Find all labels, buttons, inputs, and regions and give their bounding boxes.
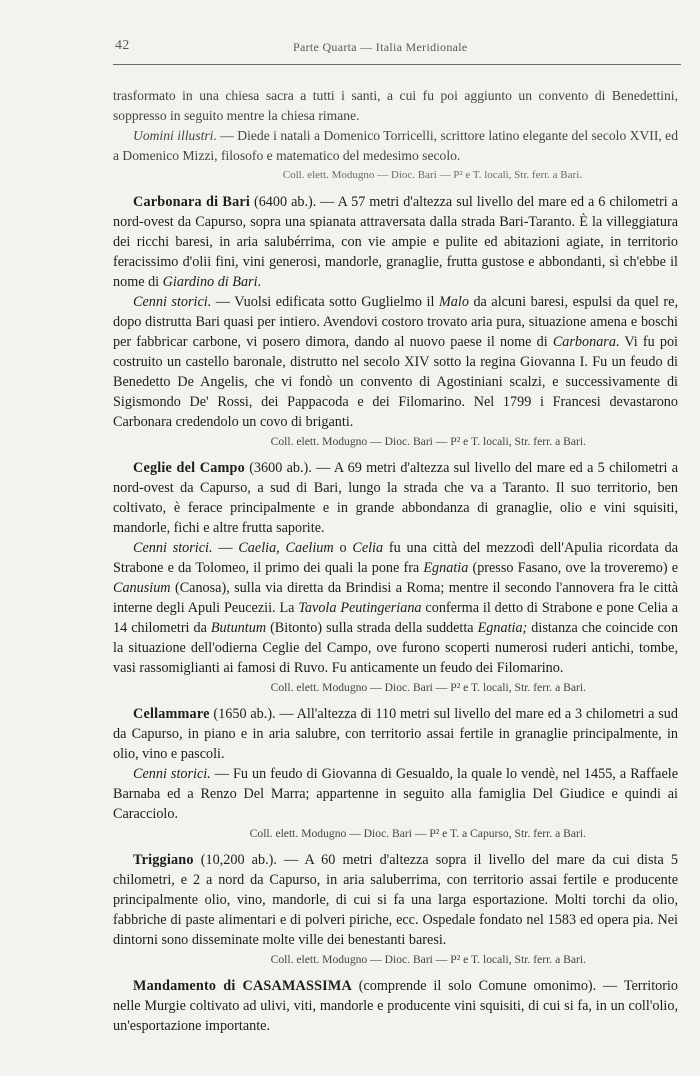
section-footer-note: Coll. elett. Modugno — Dioc. Bari — P² e T. locali, Str. ferr. a Bari. (282, 169, 582, 181)
section-casamassima (113, 976, 678, 1036)
italic-text: Cenni storici. (133, 294, 212, 310)
text-segment: (6400 ab.). — A 57 metri d'altezza sul livello del mare ed a 6 chilometri a nord-ovest da Capurso, sopra una spianata attraversata dalla strada Bari-Taranto. È la villeggiatura dei ricchi baresi, in aria salubérrima, con vie ampie e pulite ed abitazioni agiate, in territorio feracissimo d'olii fini, vini generosi, mandorle, granaglie, frutta gustose e abbondanti, sì ch'ebbe il nome di (113, 194, 678, 290)
header-rule (113, 64, 681, 65)
text-segment: (Bitonto) sulla strada della suddetta (266, 620, 478, 636)
entry-paragraph (113, 850, 678, 950)
entry-title: Ceglie del Campo (133, 460, 245, 476)
text-segment: fu una città del mezzodì dell'Apulia ricordata da Strabone e da Tolomeo, il primo dei quali la pone fra (113, 540, 679, 576)
italic-text: Canusium (113, 580, 171, 596)
text-segment: (Canosa), sulla via diretta da Brindisi a Roma; mentre il secondo l'annovera fra le città interne degli Apuli Peucezii. La (113, 580, 678, 616)
text-segment: distanza che coincide con la situazione dell'odierna Ceglie del Campo, ove furono scoperti numerosi ruderi antichi, tombe, vasi rassomiglianti ai famosi di Ruvo. Fu anticamente un feudo dei Filomarino. (113, 620, 678, 676)
text-segment: conferma il detto di Strabone e pone Celia a 14 chilometri da (113, 600, 678, 636)
entry-title: Triggiano (133, 852, 194, 868)
text-segment: (10,200 ab.). — A 60 metri d'altezza sopra il livello del mare da cui dista 5 chilometri, e 2 a nord da Capurso, in aria saluberrima, con territorio assai fertile e producente principalmente olio, vino, mandorle, di cui si fa una larga esportazione. Molti torchi da olio, fabbriche di paste alimentari e di polveri piriche, ecc. Ospedale fondato nel 1583 ed opera pia. Nei dintorni sono disseminate molte ville dei benestanti baresi. (113, 852, 678, 948)
text-segment: trasformato in una chiesa sacra a tutti i santi, a cui fu poi aggiunto un convento di Benedettini, soppresso in seguito mentre la chiesa rimane. (113, 88, 678, 123)
text-segment: — Fu un feudo di Giovanna di Gesualdo, la quale lo vendè, nel 1455, a Raffaele Barnaba ed a Renzo Del Marra; appartenne in seguito alla famiglia Del Giudice e quindi ai Caracciolo. (113, 766, 678, 822)
entry-title: Cellammare (133, 706, 210, 722)
italic-text: Uomini illustri. (133, 128, 217, 143)
text-segment: — Diede i natali a Domenico Torricelli, scrittore latino elegante del secolo XVII, ed a Domenico Mizzi, filosofo e matematico del medesimo secolo. (113, 128, 679, 163)
text-segment: o (333, 540, 353, 556)
section-ceglie (113, 458, 678, 696)
text-segment: — (212, 540, 239, 556)
italic-text: Carbonara (552, 334, 616, 350)
italic-text: Butuntum (210, 620, 267, 636)
entry-paragraph (113, 86, 678, 126)
running-title: Parte Quarta — Italia Meridionale (293, 40, 468, 54)
entry-paragraph (113, 458, 678, 538)
italic-text: Tavola Peutingeriana (298, 600, 422, 616)
section-triggiano (113, 850, 678, 968)
text-segment: da alcuni baresi, espulsi da quel re, dopo distrutta Bari quasi per intiero. Avendovi costoro trovato aria pura, situazione amena e boschi per fabbricar carbone, vi posero dimora, dando al nuovo paese il nome di (113, 294, 678, 350)
page-header (115, 38, 680, 58)
text-segment: (1650 ab.). — All'altezza di 110 metri sul livello del mare ed a 3 chilometri a sud da Capurso, in piano e in aria salubre, con territorio assai fertile in granaglie principalmente, in olio, vino e pascoli. (113, 706, 678, 762)
text-segment: — Vuolsi edificata sotto Guglielmo il (211, 294, 439, 310)
text-segment: . Vi fu poi costruito un castello baronale, distrutto nel secolo XIV sotto la regina Giovanna I. Fu un feudo di Benedetto De Angelis, che vi fondò un convento di Agostiniani scalzi, e successivamente di Sigismondo De' Rossi, dei Pappacoda e dei Filomarino. Nel 1799 i Francesi devastarono Carbonara credendolo un covo di briganti. (113, 334, 678, 430)
italic-text: Malo (438, 294, 469, 310)
entry-paragraph (113, 704, 678, 764)
entry-paragraph (113, 976, 678, 1036)
section-footer-note: Coll. elett. Modugno — Dioc. Bari — P² e T. locali, Str. ferr. a Bari. (270, 681, 586, 694)
page-number: 42 (115, 38, 130, 53)
italic-text: Egnatia; (477, 620, 528, 636)
history-paragraph (113, 764, 678, 824)
history-paragraph (113, 538, 678, 678)
entry-title: Mandamento di CASAMASSIMA (133, 978, 352, 994)
section-footer-note: Coll. elett. Modugno — Dioc. Bari — P² e T. a Capurso, Str. ferr. a Bari. (249, 827, 586, 840)
italic-text: Giardino di Bari (162, 274, 258, 290)
text-segment: (comprende il solo Comune omonimo). — Territorio nelle Murgie coltivato ad ulivi, viti, mandorle e producente vini squisiti, di cui si fa, in un coll'olio, un'esportazione importante. (113, 978, 678, 1034)
entry-title: Carbonara di Bari (133, 194, 250, 210)
italic-text: Egnatia (423, 560, 469, 576)
text-segment: (presso Fasano, ove la troveremo) e (468, 560, 678, 576)
italic-text: Caelia, Caelium (238, 540, 334, 556)
section-footer-note: Coll. elett. Modugno — Dioc. Bari — P² e T. locali, Str. ferr. a Bari. (270, 435, 586, 448)
history-paragraph (113, 126, 678, 166)
text-segment: . (257, 274, 262, 290)
section-intro (113, 86, 678, 184)
entry-paragraph (113, 192, 678, 292)
section-footer-note: Coll. elett. Modugno — Dioc. Bari — P² e T. locali, Str. ferr. a Bari. (270, 953, 586, 966)
italic-text: Celia (352, 540, 384, 556)
section-cellammare (113, 704, 678, 842)
section-carbonara (113, 192, 678, 450)
italic-text: Cenni storici. (133, 766, 211, 782)
document-body (113, 86, 678, 1036)
italic-text: Cenni storici. (133, 540, 213, 556)
history-paragraph (113, 292, 678, 432)
text-segment: (3600 ab.). — A 69 metri d'altezza sul livello del mare ed a 5 chilometri a nord-ovest da Capurso, a sud di Bari, lungo la strada che va a Taranto. Il suo territorio, ben coltivato, è ferace principalmente e in grande abbondanza di granaglie, olio e vini squisiti, mandorle, fichi e altre frutta saporite. (113, 460, 678, 536)
